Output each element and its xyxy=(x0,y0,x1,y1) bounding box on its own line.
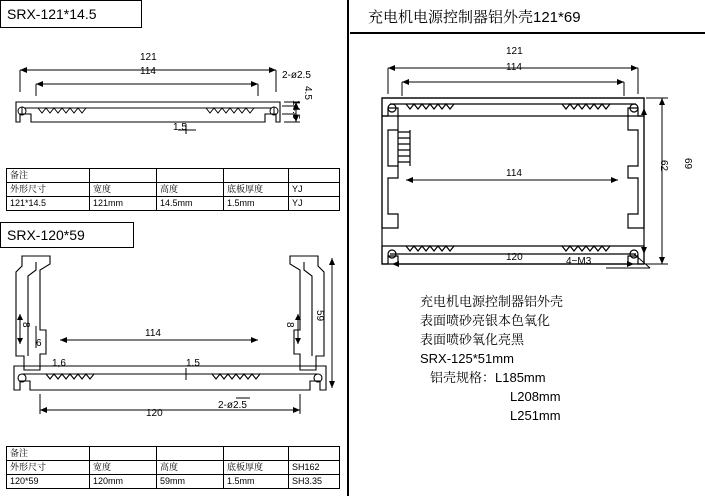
dim-114-top: 114 xyxy=(140,66,156,77)
table2-val-4: SH3.35 xyxy=(289,475,340,489)
table2-col-1: 宽度 xyxy=(90,461,157,475)
table2-val-0: 120*59 xyxy=(7,475,90,489)
dim-1.5-thickness: 1.5 xyxy=(173,122,187,133)
table-row xyxy=(7,169,340,183)
table1-col-3: 底板厚度 xyxy=(224,183,289,197)
right-note-4-m3: 4−M3 xyxy=(566,256,592,267)
table2-val-2: 59mm xyxy=(157,475,224,489)
spec-table-121 xyxy=(6,168,340,211)
dim2-hole-2-d2.5: 2-ø2.5 xyxy=(218,400,247,411)
right-dim-120-bottom: 120 xyxy=(506,252,523,263)
title-box-srx-120: SRX-120*59 xyxy=(0,222,134,248)
table-row xyxy=(7,475,340,489)
table2-col-4: SH162 xyxy=(289,461,340,475)
table-row xyxy=(7,197,340,211)
table1-blank-3 xyxy=(224,169,289,183)
dim2-59-height: 59 xyxy=(314,310,325,322)
dim2-base-1.6: 1,6 xyxy=(52,358,66,369)
table2-blank-2 xyxy=(157,447,224,461)
note-line-6: L208mm xyxy=(510,389,561,404)
right-dim-114-mid: 114 xyxy=(506,168,522,179)
note-line-3: 表面喷砂氧化亮黑 xyxy=(420,332,525,347)
table1-remark-label: 备注 xyxy=(7,169,90,183)
note-line-4: SRX-125*51mm xyxy=(420,351,514,366)
dim-14.5-height: 14.5 xyxy=(290,100,301,120)
dim2-left-6: 6 xyxy=(36,338,42,349)
table1-col-0: 外形尺寸 xyxy=(7,183,90,197)
table1-val-2: 14.5mm xyxy=(157,197,224,211)
dim-121-top: 121 xyxy=(140,52,157,63)
spec-table-120 xyxy=(6,446,340,489)
table2-blank-1 xyxy=(90,447,157,461)
right-panel-title: 充电机电源控制器铝外壳121*69 xyxy=(368,9,581,26)
title-box-srx-121: SRX-121*14.5 xyxy=(0,0,142,28)
table2-blank-4 xyxy=(289,447,340,461)
right-dim-62: 62 xyxy=(658,160,669,172)
table1-blank-2 xyxy=(157,169,224,183)
table1-val-4: YJ xyxy=(289,197,340,211)
table1-col-2: 高度 xyxy=(157,183,224,197)
dim2-114: 114 xyxy=(145,328,161,339)
note-line-5: 铝壳规格：L185mm xyxy=(430,370,546,385)
table1-val-0: 121*14.5 xyxy=(7,197,90,211)
table-row xyxy=(7,447,340,461)
dim-hole-2-d2.5: 2-ø2.5 xyxy=(282,70,311,81)
table2-val-1: 120mm xyxy=(90,475,157,489)
dim-4.5-height: 4.5 xyxy=(302,86,313,100)
table2-col-0: 外形尺寸 xyxy=(7,461,90,475)
end-view-drawing-121x69 xyxy=(350,40,705,280)
table1-blank-4 xyxy=(289,169,340,183)
table2-remark-label: 备注 xyxy=(7,447,90,461)
table1-blank-1 xyxy=(90,169,157,183)
table1-col-1: 宽度 xyxy=(90,183,157,197)
title-underline xyxy=(350,32,705,34)
table2-col-3: 底板厚度 xyxy=(224,461,289,475)
dim2-right-8: 8 xyxy=(284,322,295,328)
right-dim-114-top: 114 xyxy=(506,62,522,73)
table2-col-2: 高度 xyxy=(157,461,224,475)
profile-drawing-120x59 xyxy=(0,248,347,438)
notes-block xyxy=(420,292,563,425)
table1-val-3: 1.5mm xyxy=(224,197,289,211)
table-row xyxy=(7,183,340,197)
table2-blank-3 xyxy=(224,447,289,461)
panel-divider xyxy=(347,0,349,496)
table1-val-1: 121mm xyxy=(90,197,157,211)
dim2-base-1.5: 1.5 xyxy=(186,358,200,369)
right-dim-121: 121 xyxy=(506,46,523,57)
dim2-left-8: 8 xyxy=(20,322,31,328)
note-line-7: L251mm xyxy=(510,408,561,423)
right-dim-69: 69 xyxy=(682,158,693,170)
table2-val-3: 1.5mm xyxy=(224,475,289,489)
note-line-2: 表面喷砂亮银本色氧化 xyxy=(420,313,551,328)
table1-col-4: YJ xyxy=(289,183,340,197)
note-line-1: 充电机电源控制器铝外壳 xyxy=(420,294,564,309)
dim2-120: 120 xyxy=(146,408,163,419)
table-row xyxy=(7,461,340,475)
